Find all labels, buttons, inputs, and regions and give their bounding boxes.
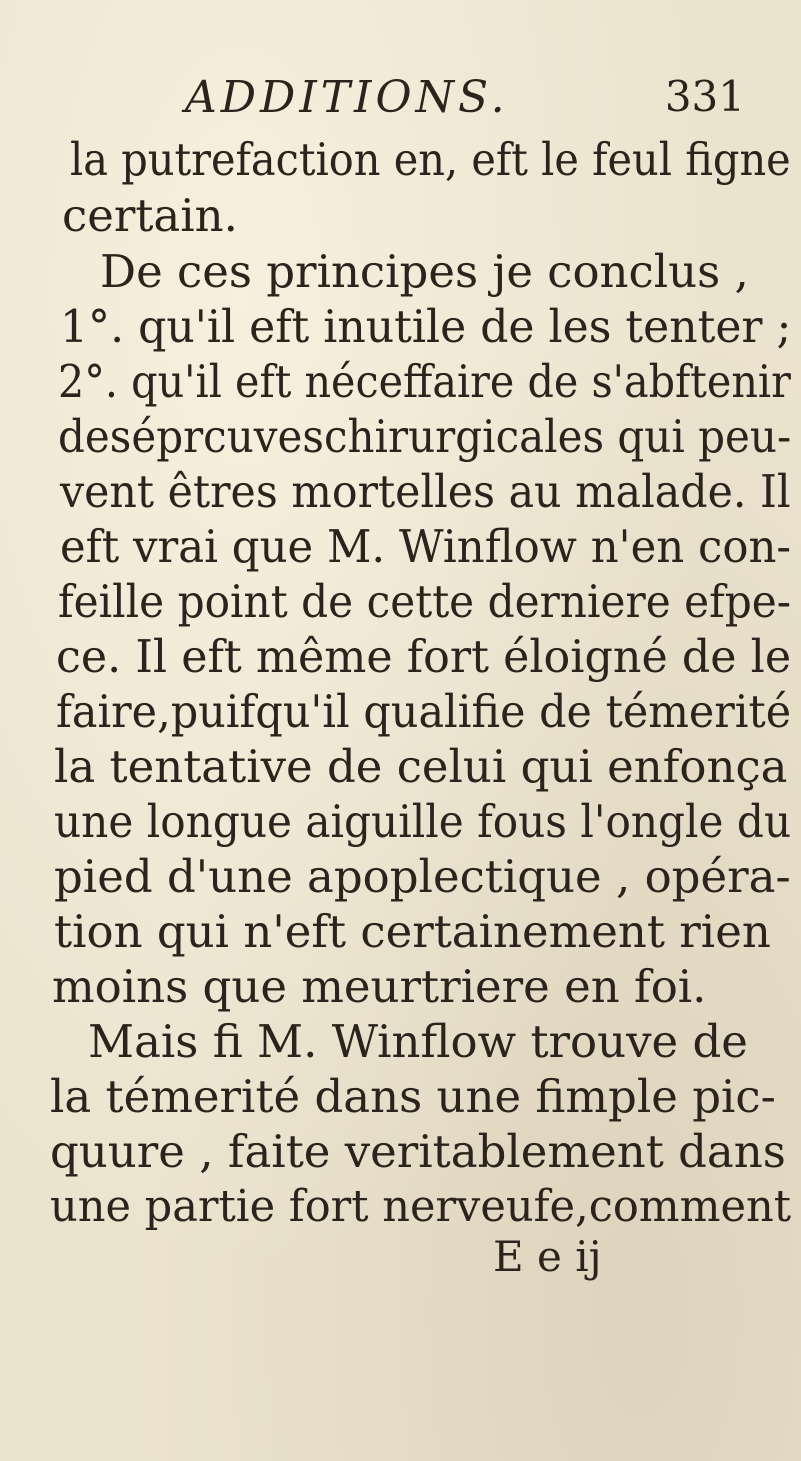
text-line: une longue aiguille fous l'ongle du — [54, 795, 792, 848]
running-title: ADDITIONS. — [185, 72, 509, 123]
text-line: faire,puifqu'il qualifie de témerité — [56, 685, 792, 738]
text-line: quure , faite veritablement dans — [50, 1125, 786, 1178]
catchword: E e ij — [493, 1232, 602, 1281]
text-line: De ces principes je conclus , — [100, 245, 749, 298]
text-line: Mais fi M. Winflow trouve de — [88, 1015, 748, 1068]
text-line: ce. Il eft même fort éloigné de le — [56, 630, 792, 683]
text-line: la tentative de celui qui enfonça — [54, 740, 788, 793]
text-line: feille point de cette derniere efpe- — [58, 575, 792, 628]
text-line: la témerité dans une fimple pic- — [50, 1070, 776, 1123]
page-header — [185, 72, 745, 132]
text-line: 1°. qu'il eft inutile de les tenter ; — [60, 300, 792, 353]
text-line: pied d'une apoplectique , opéra- — [54, 850, 791, 903]
text-line: certain. — [62, 189, 238, 242]
text-line: une partie fort nerveufe,comment — [50, 1181, 792, 1232]
text-line: vent êtres mortelles au malade. Il — [60, 465, 791, 518]
page-number: 331 — [664, 72, 745, 121]
text-line: moins que meurtriere en foi. — [52, 960, 707, 1013]
text-line: eft vrai que M. Winflow n'en con- — [60, 520, 792, 573]
text-line: deséprcuveschirurgicales qui peu- — [58, 410, 792, 463]
text-line: tion qui n'eft certainement rien — [54, 905, 771, 958]
text-line: la putrefaction en, eft le feul figne — [70, 133, 791, 186]
text-line: 2°. qu'il eft néceffaire de s'abftenir — [58, 355, 791, 408]
